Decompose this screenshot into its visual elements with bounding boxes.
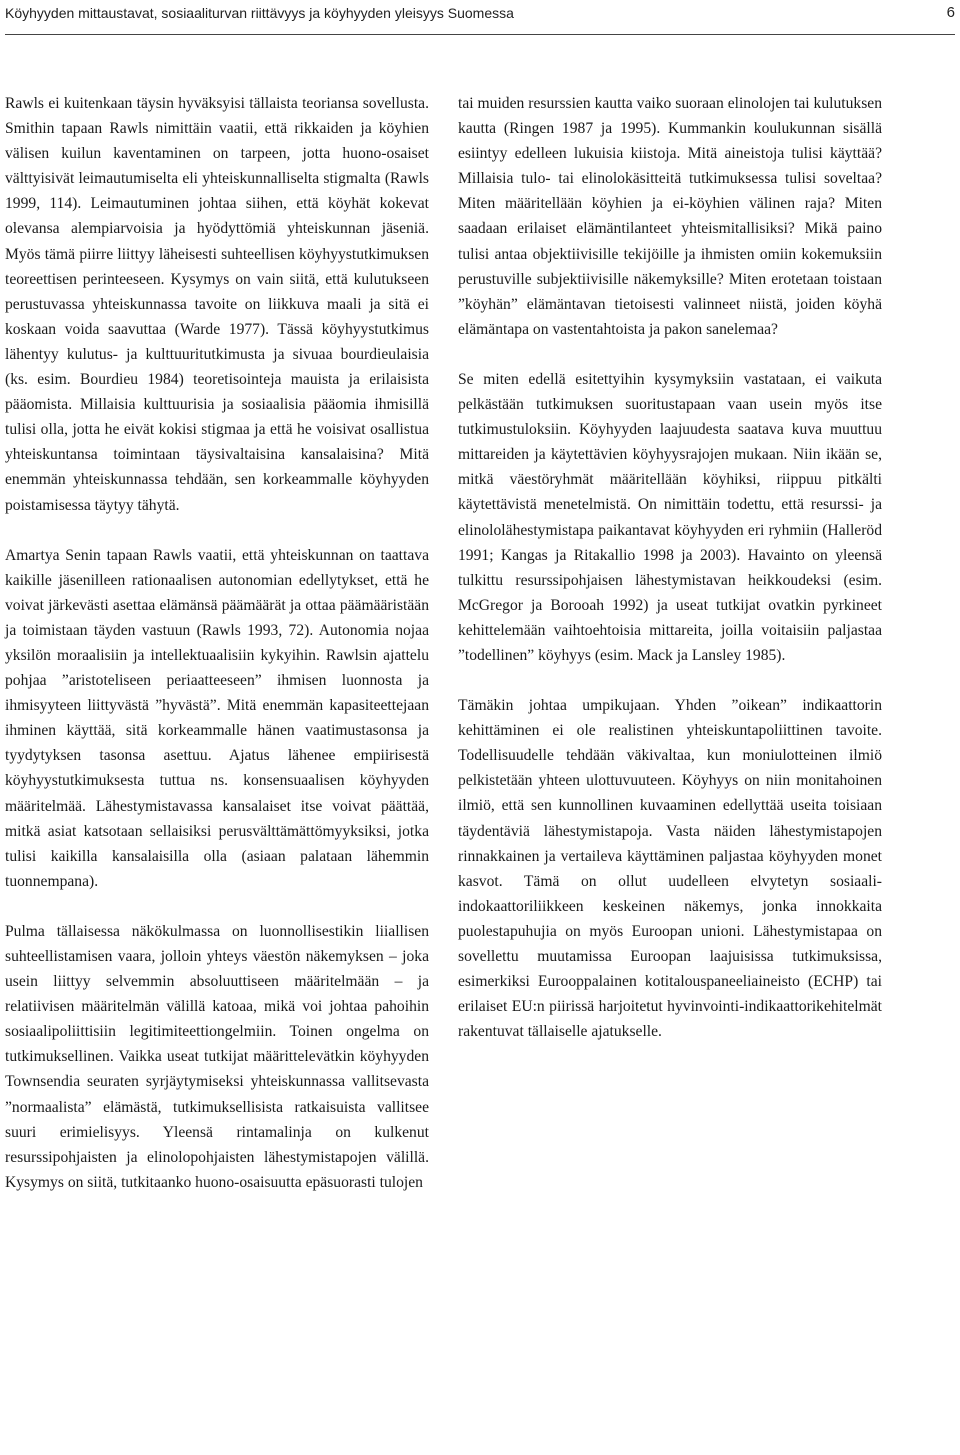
running-header <box>5 0 955 34</box>
paragraph-sen-autonomy: Amartya Senin tapaan Rawls vaatii, että yhteiskunnan on taattava kaikille jäsenilleen rationaalisen autonomian edellytykset, että he voivat järkevästi asettaa elämänsä päämäärät ja ottaa päämääristään ja toimistaan täyden vastuun (Rawls 1993, 72). Autonomia nojaa yksilön moraalisiin ja intellektuaalisiin kykyihin. Rawlsin ajattelu pohjaa ”aristoteliseen periaatteeseen” ihmisen luonnosta ja ihmisyyteen liittyvästä ”hyvästä”. Mitä enemmän kapasiteettejaan ihminen käyttää, sitä korkeammalle hänen vaatimustasonsa ja tyydytyksen tasonsa asettuu. Ajatus lähenee empiirisestä köyhyystutkimuksesta tuttua ns. konsensuaalisen köyhyyden määritelmää. Lähestymistavassa kansalaiset itse voivat päättää, mitkä asiat katsotaan sellaisiksi perusvälttämättömyyksiksi, jotka tulisi kaikilla kansalaisilla olla (asiaan palataan lähemmin tuonnempana). <box>5 546 429 890</box>
paragraph-multidimensional-poverty: Tämäkin johtaa umpikujaan. Yhden ”oikean” indikaattorin kehittäminen ei ole realistinen yhteiskuntapoliittinen tavoite. Todellisuudelle tehdään väkivaltaa, kun moniulotteinen ilmiö pelkistetään yhteen ulottuvuuteen. Köyhyys on niin monitahoinen ilmiö, että sen kunnollinen kuvaaminen edellyttää useita toisiaan täydentäviä lähestymistapoja. Vasta näiden lähestymistapojen rinnakkainen ja vertaileva käyttäminen paljastaa köyhyyden monet kasvot. Tämä on ollut uudelleen elvytetyn sosiaali-indokaattoriliikkeen keskeinen näkemys, jonka innokkaita puolestapuhujia on myös Euroopan unioni. Lähestymistapaa on sovellettu muutamissa Euroopan laajuisissa tutkimuksissa, esimerkiksi Eurooppalainen kotitalouspaneeliaineisto (ECHP) tai erilaiset EU:n piirissä harjoitetut hyvinvointi-indikaattorikehitelmät rakentuvat tällaiselle ajatukselle. <box>458 697 882 1041</box>
paragraph-measurement-effects: Se miten edellä esitettyihin kysymyksiin vastataan, ei vaikuta pelkästään tutkimuksen suoritustapaan vaan usein myös itse tutkimustuloksiin. Köyhyyden laajuudesta saatava kuva muuttuu mittareiden ja käytettävien köyhyysrajojen mukaan. Niin ikään se, mitkä väestöryhmät määritellään köyhiksi, riippuu pitkälti käytettävistä menetelmistä. On nimittäin todettu, että resurssi- ja elinololähestymistapa paikantavat köyhyyden eri ryhmiin (Halleröd 1991; Kangas ja Ritakallio 1998 ja 2003). Havainto on yleensä tulkittu resurssipohjaisen lähestymistavan heikkoudeksi (esim. McGregor ja Borooah 1992) ja useat tutkijat ovatkin pyrkineet kehittelemään vaihtoehtoisia mittareita, joilla voitaisiin paljastaa ”todellinen” köyhyys (esim. Mack ja Lansley 1985). <box>458 370 882 664</box>
paragraph-research-questions: tai muiden resurssien kautta vaiko suoraan elinolojen tai kulutuksen kautta (Ringen 1987 ja 1995). Kummankin koulukunnan sisällä esiintyy edelleen lukuisia kiistoja. Mitä aineistoja tulisi käyttää? Millaisia tulo- tai elinolokäsitteitä tutkimuksessa tulisi soveltaa? Miten määritellään köyhien ja ei-köyhien välinen raja? Miten saadaan erilaiset elämäntilanteet yhteismitallisiksi? Mikä paino tulisi antaa objektiivisille tekijöille ja ihmisten omiin kokemuksiin perustuville subjektiivisille näkemyksille? Miten erotetaan toistaan ”köyhän” elämäntavan tietoisesti valinneet niistä, joiden köyhä elämäntapa on vastentahtoista ja pakon sanelemaa? <box>458 95 882 338</box>
page-number: 6 <box>946 4 955 21</box>
running-header-title: Köyhyyden mittaustavat, sosiaaliturvan riittävyys ja köyhyyden yleisyys Suomessa <box>5 5 514 21</box>
paragraph-relativism-problem: Pulma tällaisessa näkökulmassa on luonnollisestikin liiallisen suhteellistamisen vaara, jolloin yhteys väestön näkemyksen – joka usein liittyy selvemmin absoluuttiseen määritelmään – ja relatiivisen määritelmän välillä katoaa, mikä voi johtaa pahoihin sosiaalipoliittisiin legitimiteettiongelmiin. Toinen ongelma on tutkimuksellinen. Vaikka useat tutkijat määrittelevätkin köyhyyden Townsendia seuraten syrjäytymiseksi yhteiskunnassa vallitsevasta ”normaalista” elämästä, tutkimuksellisista ratkaisuista vallitsee suuri erimielisyys. Yleensä rintamalinja on kulkenut resurssipohjaisten ja elinolopohjaisten lähestymistapojen välillä. Kysymys on siitä, tutkitaanko huono-osaisuutta epäsuorasti tulojen <box>5 922 429 1191</box>
left-column <box>5 91 429 1195</box>
right-column <box>458 91 882 1044</box>
paragraph-rawls-stigma: Rawls ei kuitenkaan täysin hyväksyisi tällaista teoriansa sovellusta. Smithin tapaan Rawls nimittäin vaatii, että rikkaiden ja köyhien välisen kuilun kaventaminen on tarpeen, jotta huono-osaiset välttyisivät leimautumiselta eli yhteiskunnalliselta stigmalta (Rawls 1999, 114). Leimautuminen johtaa siihen, että köyhät kokevat olevansa alempiarvoisia ja hyödyttömiä yhteiskunnan jäseniä. Myös tämä piirre liittyy läheisesti suhteellisen köyhyystutkimuksen teoreettisen perinteeseen. Kysymys on vain siitä, että kulutukseen perustuvassa yhteiskunnassa tavoite on liikkuva maali ja sitä ei koskaan voida saavuttaa (Warde 1977). Tässä köyhyystutkimus lähentyy kulutus- ja kulttuuritutkimusta ja sivuaa bourdieulaisia (ks. esim. Bourdieu 1984) teoretisointeja mauista ja erilaisista pääomista. Millaisia kulttuurisia ja sosiaalisia pääomia ihmisillä tulisi olla, jotta he eivät kokisi stigmaa ja että he voisivat osallistua yhteiskuntansa toimintaan täysivaltaisina kansalaisina? Mitä enemmän yhteiskunnassa tehdään, sen korkeammalle köyhyyden poistamisessa täytyy tähytä. <box>5 95 429 514</box>
header-divider <box>5 34 955 35</box>
